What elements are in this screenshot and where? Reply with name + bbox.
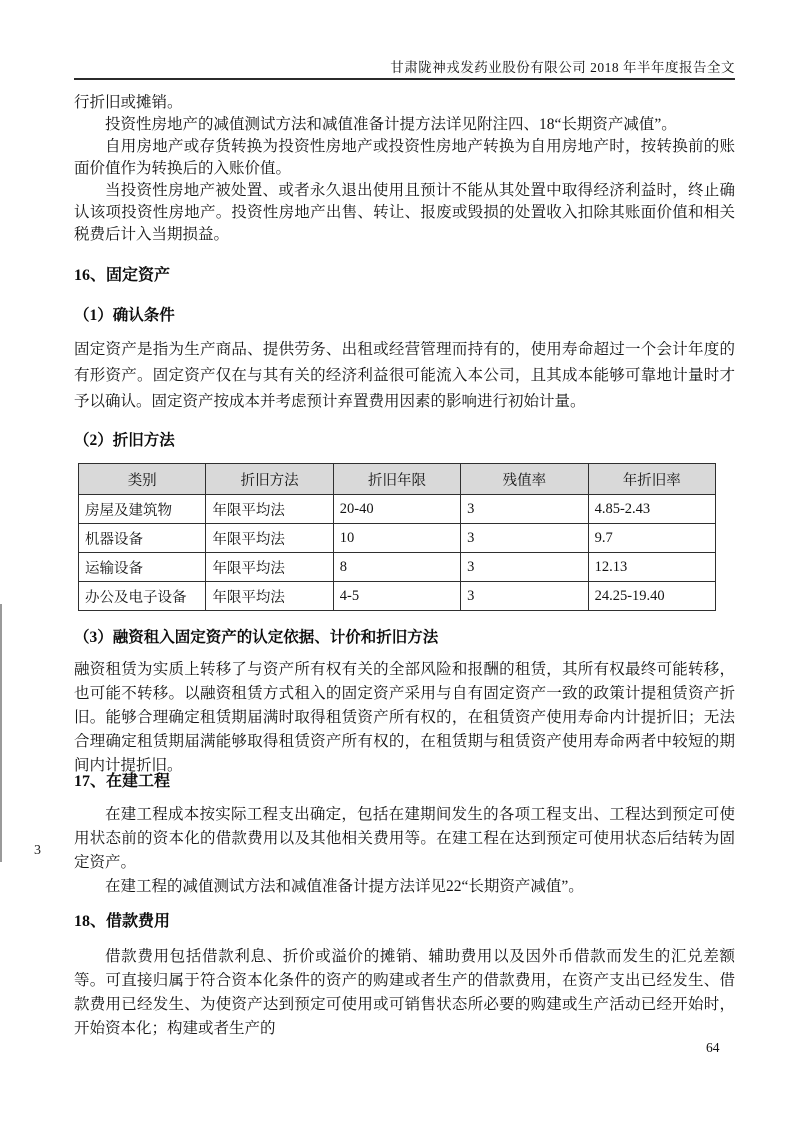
table-row [79,553,716,582]
paragraph: 固定资产是指为生产商品、提供劳务、出租或经营管理而持有的，使用寿命超过一个会计年度的有形资产。固定资产仅在与其有关的经济利益很可能流入本公司，且其成本能够可靠地计量时才予以确认。固定资产按成本并考虑预计弃置费用因素的影响进行初始计量。 [74,341,735,410]
margin-note: 3 [34,843,41,858]
table-cell: 4.85-2.43 [588,495,715,524]
table-row [79,582,716,611]
margin-revision-bar [0,604,2,862]
table-cell: 12.13 [588,553,715,582]
subsection-title-16-3: （3）融资租入固定资产的认定依据、计价和折旧方法 [74,629,439,646]
paragraph: 借款费用包括借款利息、折价或溢价的摊销、辅助费用以及因外币借款而发生的汇兑差额等。可直接归属于符合资本化条件的资产的购建或者生产的借款费用，在资产支出已经发生、借款费用已经发生、为使资产达到预定可使用或可销售状态所必要的购建或生产活动已经开始时，开始资本化；构建或者生产的 [74,948,735,1037]
table-header-cell: 折旧年限 [333,464,460,495]
paragraph: 自用房地产或存货转换为投资性房地产或投资性房地产转换为自用房地产时，按转换前的账面价值作为转换后的入账价值。 [74,138,735,177]
table-cell: 年限平均法 [206,495,333,524]
paragraph: 当投资性房地产被处置、或者永久退出使用且预计不能从其处置中取得经济利益时，终止确认该项投资性房地产。投资性房地产出售、转让、报废或毁损的处置收入扣除其账面价值和相关税费后计入当期损益。 [74,182,735,243]
intro-paragraphs [74,92,735,246]
page-number: 64 [706,1040,720,1055]
paragraph: 行折旧或摊销。 [74,94,183,111]
section17-paragraphs [74,803,735,899]
table-cell: 24.25-19.40 [588,582,715,611]
table-header-cell: 折旧方法 [206,464,333,495]
table-header-row [79,464,716,495]
header-rule [74,78,735,80]
table-cell: 20-40 [333,495,460,524]
paragraph: 投资性房地产的减值测试方法和减值准备计提方法详见附注四、18“长期资产减值”。 [105,116,677,133]
depreciation-table [78,463,716,611]
table-cell: 3 [461,582,588,611]
subsection-title-16-2: （2）折旧方法 [74,432,175,449]
page-header: 甘肃陇神戎发药业股份有限公司 2018 年半年度报告全文 [390,60,735,75]
paragraph: 融资租赁为实质上转移了与资产所有权有关的全部风险和报酬的租赁，其所有权最终可能转移，也可能不转移。以融资租赁方式租入的固定资产采用与自有固定资产一致的政策计提租赁资产折旧。能够合理确定租赁期届满时取得租赁资产所有权的，在租赁资产使用寿命内计提折旧；无法合理确定租赁期届满能够取得租赁资产所有权的，在租赁期与租赁资产使用寿命两者中较短的期间内计提折旧。 [74,661,735,774]
table-cell: 3 [461,524,588,553]
table-header-cell: 残值率 [461,464,588,495]
paragraph: 在建工程的减值测试方法和减值准备计提方法详见22“长期资产减值”。 [105,878,584,895]
table-header-cell: 年折旧率 [588,464,715,495]
table-cell: 10 [333,524,460,553]
table-cell: 年限平均法 [206,524,333,553]
section-title-17: 17、在建工程 [74,773,171,790]
table-cell: 机器设备 [79,524,206,553]
table-row [79,524,716,553]
subsection-title-16-1: （1）确认条件 [74,307,175,324]
section-title-18: 18、借款费用 [74,913,171,930]
table-cell: 年限平均法 [206,553,333,582]
section-title-16: 16、固定资产 [74,267,171,284]
table-header-cell: 类别 [79,464,206,495]
table-cell: 运输设备 [79,553,206,582]
table-cell: 房屋及建筑物 [79,495,206,524]
table-cell: 9.7 [588,524,715,553]
table-cell: 年限平均法 [206,582,333,611]
table-cell: 4-5 [333,582,460,611]
table-cell: 办公及电子设备 [79,582,206,611]
table-cell: 3 [461,553,588,582]
table-cell: 3 [461,495,588,524]
table-row [79,495,716,524]
table-cell: 8 [333,553,460,582]
paragraph: 在建工程成本按实际工程支出确定，包括在建期间发生的各项工程支出、工程达到预定可使用状态前的资本化的借款费用以及其他相关费用等。在建工程在达到预定可使用状态后结转为固定资产。 [74,806,735,871]
